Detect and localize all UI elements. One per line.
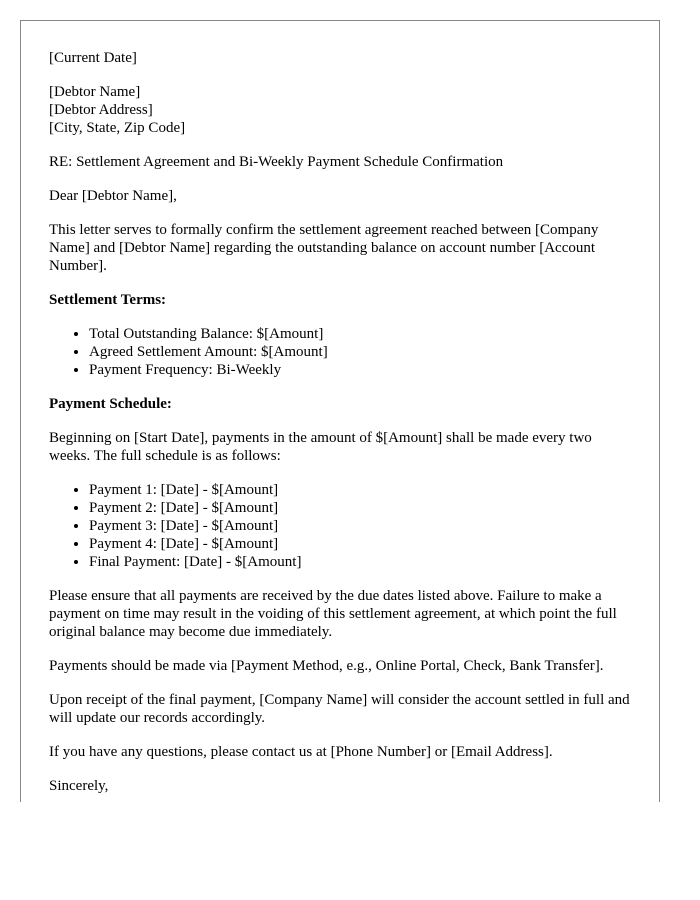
- payment-schedule-heading: Payment Schedule:: [49, 396, 172, 412]
- intro-paragraph: This letter serves to formally confirm the settlement agreement reached between [Company Name] and [Debtor Name] regarding the outstanding balance on account number [Account Number].: [49, 222, 599, 274]
- due-dates-paragraph: Please ensure that all payments are received by the due dates listed above. Failure to make a payment on time may result in the voiding of this settlement agreement, at which point the full original balance may become due immediately.: [49, 588, 617, 640]
- contact-paragraph: If you have any questions, please contact us at [Phone Number] or [Email Address].: [49, 744, 553, 760]
- payment-method-paragraph: Payments should be made via [Payment Method, e.g., Online Portal, Check, Bank Transfer].: [49, 658, 604, 674]
- settlement-terms-heading: Settlement Terms:: [49, 292, 167, 308]
- payment-schedule-list: [49, 481, 634, 571]
- final-payment-paragraph: Upon receipt of the final payment, [Company Name] will consider the account settled in full and will update our records accordingly.: [49, 692, 630, 726]
- settlement-terms-list: [49, 325, 634, 379]
- list-item: • Payment Frequency: Bi-Weekly: [89, 361, 634, 379]
- letter-body: [49, 49, 634, 795]
- list-item: • Final Payment: [Date] - $[Amount]: [89, 553, 634, 571]
- salutation: Dear [Debtor Name],: [49, 188, 177, 204]
- list-item: • Agreed Settlement Amount: $[Amount]: [89, 343, 634, 361]
- recipient-address-block: [49, 83, 634, 137]
- city-state-zip: [City, State, Zip Code]: [49, 120, 186, 136]
- list-item: • Payment 4: [Date] - $[Amount]: [89, 535, 634, 553]
- list-item: • Total Outstanding Balance: $[Amount]: [89, 325, 634, 343]
- letter-date: [Current Date]: [49, 50, 137, 66]
- signoff: Sincerely,: [49, 778, 109, 794]
- schedule-intro-paragraph: Beginning on [Start Date], payments in the amount of $[Amount] shall be made every two weeks. The full schedule is as follows:: [49, 430, 592, 464]
- letter-page: [20, 20, 660, 802]
- subject-line: RE: Settlement Agreement and Bi-Weekly Payment Schedule Confirmation: [49, 154, 504, 170]
- debtor-address: [Debtor Address]: [49, 102, 153, 118]
- list-item: • Payment 1: [Date] - $[Amount]: [89, 481, 634, 499]
- debtor-name: [Debtor Name]: [49, 84, 141, 100]
- list-item: • Payment 3: [Date] - $[Amount]: [89, 517, 634, 535]
- list-item: • Payment 2: [Date] - $[Amount]: [89, 499, 634, 517]
